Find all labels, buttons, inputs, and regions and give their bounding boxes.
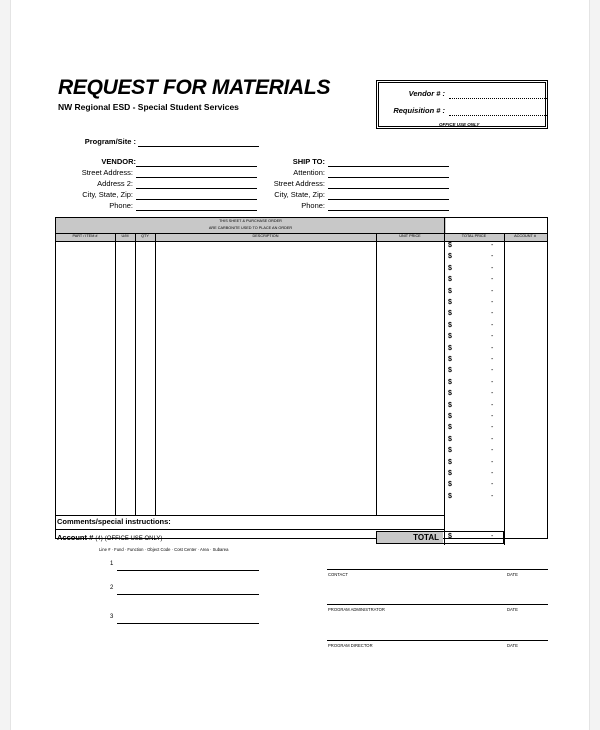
- row-total-value: -: [491, 447, 494, 455]
- row-total-value: -: [491, 367, 494, 375]
- row-dollar-sign: $: [448, 492, 452, 500]
- col-sep-2: [135, 233, 136, 515]
- vendor-city-label: City, State, Zip:: [82, 190, 133, 199]
- ship-to-name-field[interactable]: [328, 166, 449, 167]
- vendor-phone-field[interactable]: [136, 210, 257, 211]
- ship-phone-field[interactable]: [328, 210, 449, 211]
- total-label: TOTAL: [413, 533, 439, 542]
- requisition-number-label: Requisition # :: [393, 106, 445, 115]
- row-dollar-sign: $: [448, 264, 452, 272]
- row-total-value: -: [491, 333, 494, 341]
- col-sep-4: [376, 233, 377, 515]
- header-divider: [55, 233, 547, 234]
- ship-city-label: City, State, Zip:: [274, 190, 325, 199]
- row-dollar-sign: $: [448, 356, 452, 363]
- row-dollar-sign: $: [448, 390, 452, 398]
- ship-attention-field[interactable]: [328, 177, 449, 178]
- account-line-2-field[interactable]: [117, 594, 259, 595]
- row-total-value: -: [491, 413, 494, 420]
- ship-phone-label: Phone:: [301, 201, 325, 210]
- director-signature-line[interactable]: [327, 640, 548, 641]
- row-total-value: -: [491, 276, 494, 284]
- row-total-value: -: [491, 356, 494, 363]
- row-total-value: -: [491, 344, 494, 352]
- vendor-address2-field[interactable]: [136, 188, 257, 189]
- account-office-use: (OFFICE USE ONLY): [104, 536, 163, 542]
- row-total-value: -: [491, 321, 494, 329]
- account-line-1-field[interactable]: [117, 570, 259, 571]
- col-header-total-price: TOTAL PRICE: [461, 234, 487, 238]
- col-header-account: ACCOUNT #: [514, 234, 536, 238]
- requisition-number-field[interactable]: [449, 115, 547, 116]
- row-dollar-sign: $: [448, 333, 452, 341]
- admin-signature-line[interactable]: [327, 604, 548, 605]
- col-header-um: U/M: [121, 234, 129, 238]
- account-label: Account #: [57, 533, 94, 542]
- row-total-value: -: [491, 424, 494, 432]
- row-total-value: -: [491, 481, 494, 489]
- vendor-name-field[interactable]: [136, 166, 257, 167]
- row-total-value: -: [491, 310, 494, 318]
- admin-date-label: DATE: [507, 607, 518, 612]
- row-total-value: -: [491, 299, 494, 306]
- row-total-value: -: [491, 378, 494, 386]
- row-dollar-sign: $: [448, 321, 452, 329]
- row-dollar-sign: $: [448, 458, 452, 466]
- row-total-value: -: [491, 492, 494, 500]
- row-total-value: -: [491, 470, 494, 477]
- col-sep-3: [155, 233, 156, 515]
- header-note-line2: ARE CARBONITE USED TO PLACE AN ORDER: [208, 226, 293, 230]
- row-dollar-sign: $: [448, 299, 452, 306]
- program-site-label: Program/Site :: [84, 137, 136, 146]
- director-date-label: DATE: [507, 643, 518, 648]
- row-total-value: -: [491, 458, 494, 466]
- row-dollar-sign: $: [448, 344, 452, 352]
- row-total-value: -: [491, 253, 494, 261]
- items-bottom-line: [55, 515, 444, 516]
- contact-date-label: DATE: [507, 572, 518, 577]
- program-director-label: PROGRAM DIRECTOR: [328, 643, 373, 648]
- account-line-3-field[interactable]: [117, 623, 259, 624]
- col-header-unit-price: UNIT PRICE: [399, 234, 421, 238]
- row-total-value: -: [491, 264, 494, 272]
- vendor-city-field[interactable]: [136, 199, 257, 200]
- header-note-line1: THIS SHEET & PURCHASE ORDER: [219, 219, 282, 223]
- col-sep-6: [504, 233, 505, 545]
- total-dollar: $: [448, 533, 452, 540]
- vendor-street-label: Street Address:: [81, 168, 133, 177]
- account-legend: Line # · Fund · Function · Object Code · Cost Center · Area · Subarea: [99, 547, 229, 552]
- contact-label: CONTACT: [328, 572, 348, 577]
- col-sep-5: [444, 217, 445, 545]
- row-total-value: -: [491, 242, 494, 249]
- total-value: -: [491, 533, 494, 540]
- comments-label: Comments/special instructions:: [57, 517, 171, 526]
- col-header-qty: QTY: [141, 234, 149, 238]
- ship-street-field[interactable]: [328, 188, 449, 189]
- account-line-number-1: 1: [110, 561, 114, 567]
- row-dollar-sign: $: [448, 447, 452, 455]
- account-line-number-3: 3: [110, 614, 114, 620]
- account-line-number-2: 2: [110, 585, 114, 591]
- contact-signature-line[interactable]: [327, 569, 548, 570]
- row-dollar-sign: $: [448, 401, 452, 409]
- row-dollar-sign: $: [448, 253, 452, 261]
- vendor-street-field[interactable]: [136, 177, 257, 178]
- ship-city-field[interactable]: [328, 199, 449, 200]
- row-total-value: -: [491, 287, 494, 295]
- page-title: REQUEST FOR MATERIALS: [58, 76, 331, 99]
- comments-divider: [55, 529, 444, 530]
- column-header-divider: [55, 241, 547, 242]
- col-header-item: PART / ITEM #: [72, 234, 98, 238]
- row-dollar-sign: $: [448, 424, 452, 432]
- col-header-description: DESCRIPTION: [252, 234, 279, 238]
- row-dollar-sign: $: [448, 378, 452, 386]
- row-total-value: -: [491, 435, 494, 443]
- row-total-value: -: [491, 390, 494, 398]
- vendor-number-field[interactable]: [449, 98, 547, 99]
- total-row-box: [376, 531, 504, 544]
- program-site-field[interactable]: [138, 146, 259, 147]
- col-sep-1: [115, 233, 116, 515]
- row-dollar-sign: $: [448, 435, 452, 443]
- office-use-note: OFFICE USE ONLY: [439, 122, 480, 127]
- ship-to-heading: SHIP TO:: [292, 157, 325, 166]
- vendor-heading: VENDOR:: [101, 157, 136, 166]
- row-total-value: -: [491, 401, 494, 409]
- account-count: (4): [95, 536, 103, 542]
- row-dollar-sign: $: [448, 470, 452, 477]
- row-dollar-sign: $: [448, 310, 452, 318]
- program-admin-label: PROGRAM ADMINISTRATOR: [328, 607, 385, 612]
- row-dollar-sign: $: [448, 481, 452, 489]
- vendor-address2-label: Address 2:: [97, 179, 133, 188]
- row-dollar-sign: $: [448, 276, 452, 284]
- account-label-line: [57, 533, 162, 542]
- row-dollar-sign: $: [448, 413, 452, 420]
- row-dollar-sign: $: [448, 367, 452, 375]
- ship-street-label: Street Address:: [273, 179, 325, 188]
- ship-attention-label: Attention:: [293, 168, 325, 177]
- table-frame: [55, 217, 548, 539]
- vendor-phone-label: Phone:: [109, 201, 133, 210]
- row-dollar-sign: $: [448, 287, 452, 295]
- row-dollar-sign: $: [448, 242, 452, 249]
- page-subtitle: NW Regional ESD - Special Student Services: [58, 102, 239, 112]
- items-table: [55, 217, 547, 545]
- vendor-number-label: Vendor # :: [408, 89, 445, 98]
- form-page: [11, 0, 589, 730]
